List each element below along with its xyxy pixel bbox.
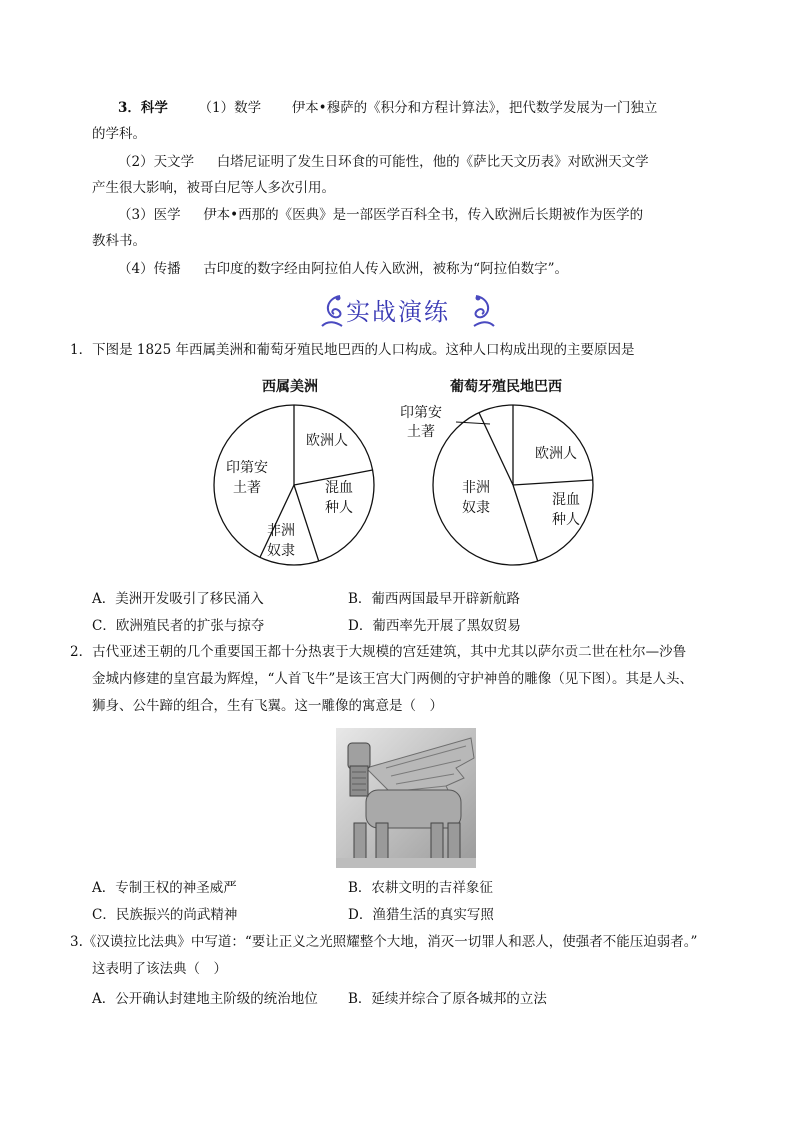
- pie-chart-spanish-america: [209, 400, 379, 570]
- spread-line: [118, 259, 568, 279]
- astronomy-continuation: 产生很大影响，被哥白尼等人多次引用。: [92, 180, 335, 196]
- pie2-label-indigenous: 印第安 土著: [400, 405, 442, 440]
- q1-stem: 1．下图是 1825 年西属美洲和葡萄牙殖民地巴西的人口构成。这种人口构成出现的主要原因是: [70, 342, 635, 358]
- q1-option-b[interactable]: B．葡西两国最早开辟新航路: [348, 591, 520, 607]
- pie-label-0: 欧洲人: [535, 446, 577, 462]
- q3-line-1: 3.《汉谟拉比法典》中写道：“要让正义之光照耀整个大地，消灭一切罪人和恶人，使强者不能压迫弱者。”: [70, 934, 698, 950]
- q3-option-a[interactable]: A．公开确认封建地主阶级的统治地位: [92, 991, 318, 1007]
- q2-line-3: 狮身、公牛蹄的组合，生有飞翼。这一雕像的寓意是（ ）: [92, 698, 443, 714]
- pie-chart-brazil: [428, 400, 598, 570]
- pie-label-2: 非洲奴隶: [462, 480, 490, 516]
- q2-option-b[interactable]: B．农耕文明的吉祥象征: [348, 880, 493, 896]
- pie-label-3: 印第安土著: [226, 460, 268, 496]
- q2-option-c[interactable]: C．民族振兴的尚武精神: [92, 907, 238, 923]
- flourish-left-icon: [318, 290, 348, 330]
- section-heading-text: 实战演练: [346, 298, 450, 326]
- pie-label-0: 欧洲人: [306, 433, 348, 449]
- q2-line-1: 2．古代亚述王朝的几个重要国王都十分热衷于大规模的宫廷建筑，其中尤其以萨尔贡二世在杜尔—沙鲁: [70, 644, 687, 660]
- medicine-continuation: 教科书。: [92, 233, 146, 249]
- pie2-title: 葡萄牙殖民地巴西: [450, 379, 562, 395]
- section-heading: [318, 288, 498, 332]
- spread-text: 古印度的数字经由阿拉伯人传入欧洲，被称为“阿拉伯数字”。: [203, 261, 568, 277]
- math-text: 伊本•穆萨的《积分和方程计算法》，把代数学发展为一门独立: [291, 100, 658, 116]
- medicine-text: 伊本•西那的《医典》是一部医学百科全书，传入欧洲后长期被作为医学的: [203, 207, 644, 223]
- q3-line-2: 这表明了该法典（ ）: [92, 961, 227, 977]
- medicine-line: [118, 205, 643, 225]
- pie1-title: 西属美洲: [262, 379, 318, 395]
- q1-option-d[interactable]: D．葡西率先开展了黑奴贸易: [348, 618, 521, 634]
- medicine-subtitle: （3）医学: [118, 207, 181, 223]
- q2-line-2: 金城内修建的皇宫最为辉煌，“人首飞牛”是该王宫大门两侧的守护神兽的雕像（见下图）。其是人头、: [92, 671, 694, 687]
- spread-subtitle: （4）传播: [118, 261, 181, 277]
- science-heading-line: [118, 98, 657, 118]
- science-number: 3．科学: [118, 100, 168, 116]
- pie-label-1: 混血种人: [552, 492, 580, 528]
- q1-option-c[interactable]: C．欧洲殖民者的扩张与掠夺: [92, 618, 265, 634]
- astronomy-subtitle: （2）天文学: [118, 154, 195, 170]
- q3-option-b[interactable]: B．延续并综合了原各城邦的立法: [348, 991, 547, 1007]
- math-subtitle: （1）数学: [198, 100, 262, 116]
- astronomy-line: [118, 152, 649, 172]
- q2-option-d[interactable]: D．渔猎生活的真实写照: [348, 907, 494, 923]
- pie-label-2: 非洲奴隶: [267, 523, 295, 559]
- q2-option-a[interactable]: A．专制王权的神圣威严: [92, 880, 237, 896]
- astronomy-text: 白塔尼证明了发生日环食的可能性，他的《萨比天文历表》对欧洲天文学: [216, 154, 649, 170]
- pie-label-1: 混血种人: [325, 480, 353, 516]
- math-continuation: 的学科。: [92, 126, 146, 142]
- lamassu-sculpture-image: [336, 728, 476, 868]
- q1-option-a[interactable]: A．美洲开发吸引了移民涌入: [92, 591, 264, 607]
- flourish-right-icon: [468, 290, 498, 330]
